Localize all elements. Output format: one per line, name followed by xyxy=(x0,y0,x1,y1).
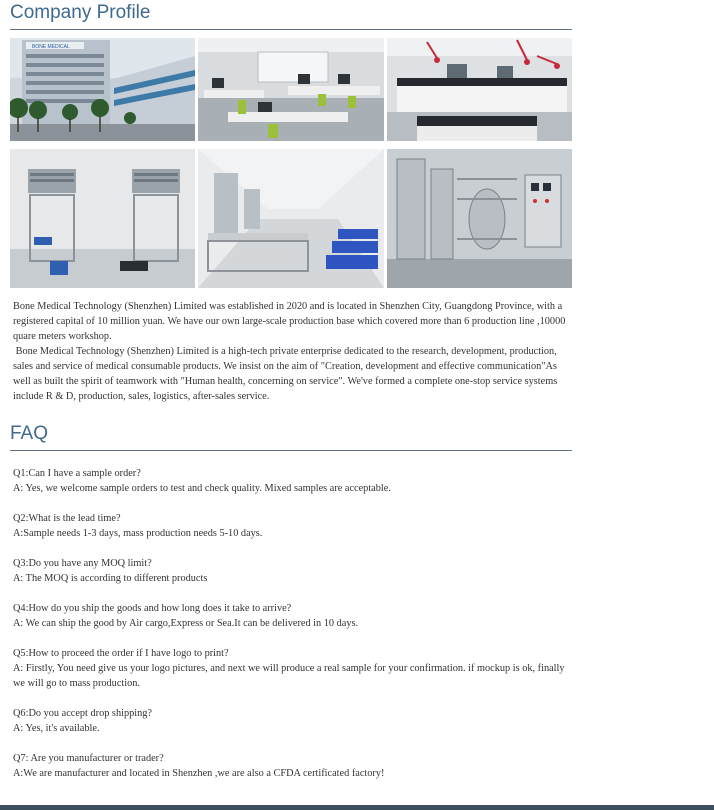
laboratory-photo[interactable] xyxy=(387,38,572,141)
faq-answer: A:We are manufacturer and located in Shenzhen ,we are also a CFDA certificated factory! xyxy=(13,768,385,779)
profile-paragraph: Bone Medical Technology (Shenzhen) Limited is a high-tech private enterprise dedicated to the research, development, production, sales and service of medical consumable products. We insist on the aim of "Creation, development and effective communication"As well as built the spirit of teamwork with "Human health, concerning on service". We've formed a complete one-stop service systems include R & D, production, sales, logistics, after-sales service. xyxy=(13,346,560,402)
faq-item xyxy=(13,601,572,631)
faq-question: Q4:How do you ship the goods and how long does it take to arrive? xyxy=(13,603,292,614)
profile-paragraph: Bone Medical Technology (Shenzhen) Limited was established in 2020 and is located in Shenzhen City, Guangdong Province, with a xyxy=(13,301,563,312)
production-equipment-photo[interactable] xyxy=(387,149,572,288)
faq-question: Q3:Do you have any MOQ limit? xyxy=(13,558,152,569)
faq-item xyxy=(13,646,572,691)
faq-answer: A: We can ship the good by Air cargo,Express or Sea.It can be delivered in 10 days. xyxy=(13,618,359,629)
office-interior-photo[interactable] xyxy=(198,38,384,141)
faq-item xyxy=(13,511,572,541)
footer-bar xyxy=(0,805,714,810)
faq-answer: A: The MOQ is according to different products xyxy=(13,573,208,584)
faq-heading: FAQ xyxy=(10,421,572,451)
faq-question: Q7: Are you manufacturer or trader? xyxy=(13,753,164,764)
company-profile-heading: Company Profile xyxy=(10,0,572,30)
workshop-photo[interactable] xyxy=(198,149,384,288)
faq-item xyxy=(13,556,572,586)
faq-item xyxy=(13,466,572,496)
faq-question: Q1:Can I have a sample order? xyxy=(13,468,141,479)
main-content xyxy=(10,0,572,796)
company-building-photo[interactable] xyxy=(10,38,195,141)
faq-list xyxy=(10,466,572,781)
faq-item xyxy=(13,706,572,736)
faq-answer: A: Firstly, You need give us your logo pictures, and next we will produce a real sample for your confirmation. if mockup is ok, finally we will go to mass production. xyxy=(13,663,565,689)
faq-question: Q2:What is the lead time? xyxy=(13,513,121,524)
faq-answer: A:Sample needs 1-3 days, mass production needs 5-10 days. xyxy=(13,528,263,539)
faq-question: Q5:How to proceed the order if I have logo to print? xyxy=(13,648,229,659)
building-sign-text: BONE MEDICAL xyxy=(32,44,70,50)
company-description xyxy=(10,299,572,404)
profile-paragraph: registered capital of 10 million yuan. We have our own large-scale production base which covered more than 6 production line ,10000 quare meters workshop. xyxy=(13,316,566,342)
faq-answer: A: Yes, it's available. xyxy=(13,723,100,734)
faq-item xyxy=(13,751,572,781)
clean-room-photo[interactable] xyxy=(10,149,195,288)
company-photo-gallery xyxy=(10,38,572,288)
faq-answer: A: Yes, we welcome sample orders to test and check quality. Mixed samples are acceptable. xyxy=(13,483,391,494)
faq-question: Q6:Do you accept drop shipping? xyxy=(13,708,152,719)
